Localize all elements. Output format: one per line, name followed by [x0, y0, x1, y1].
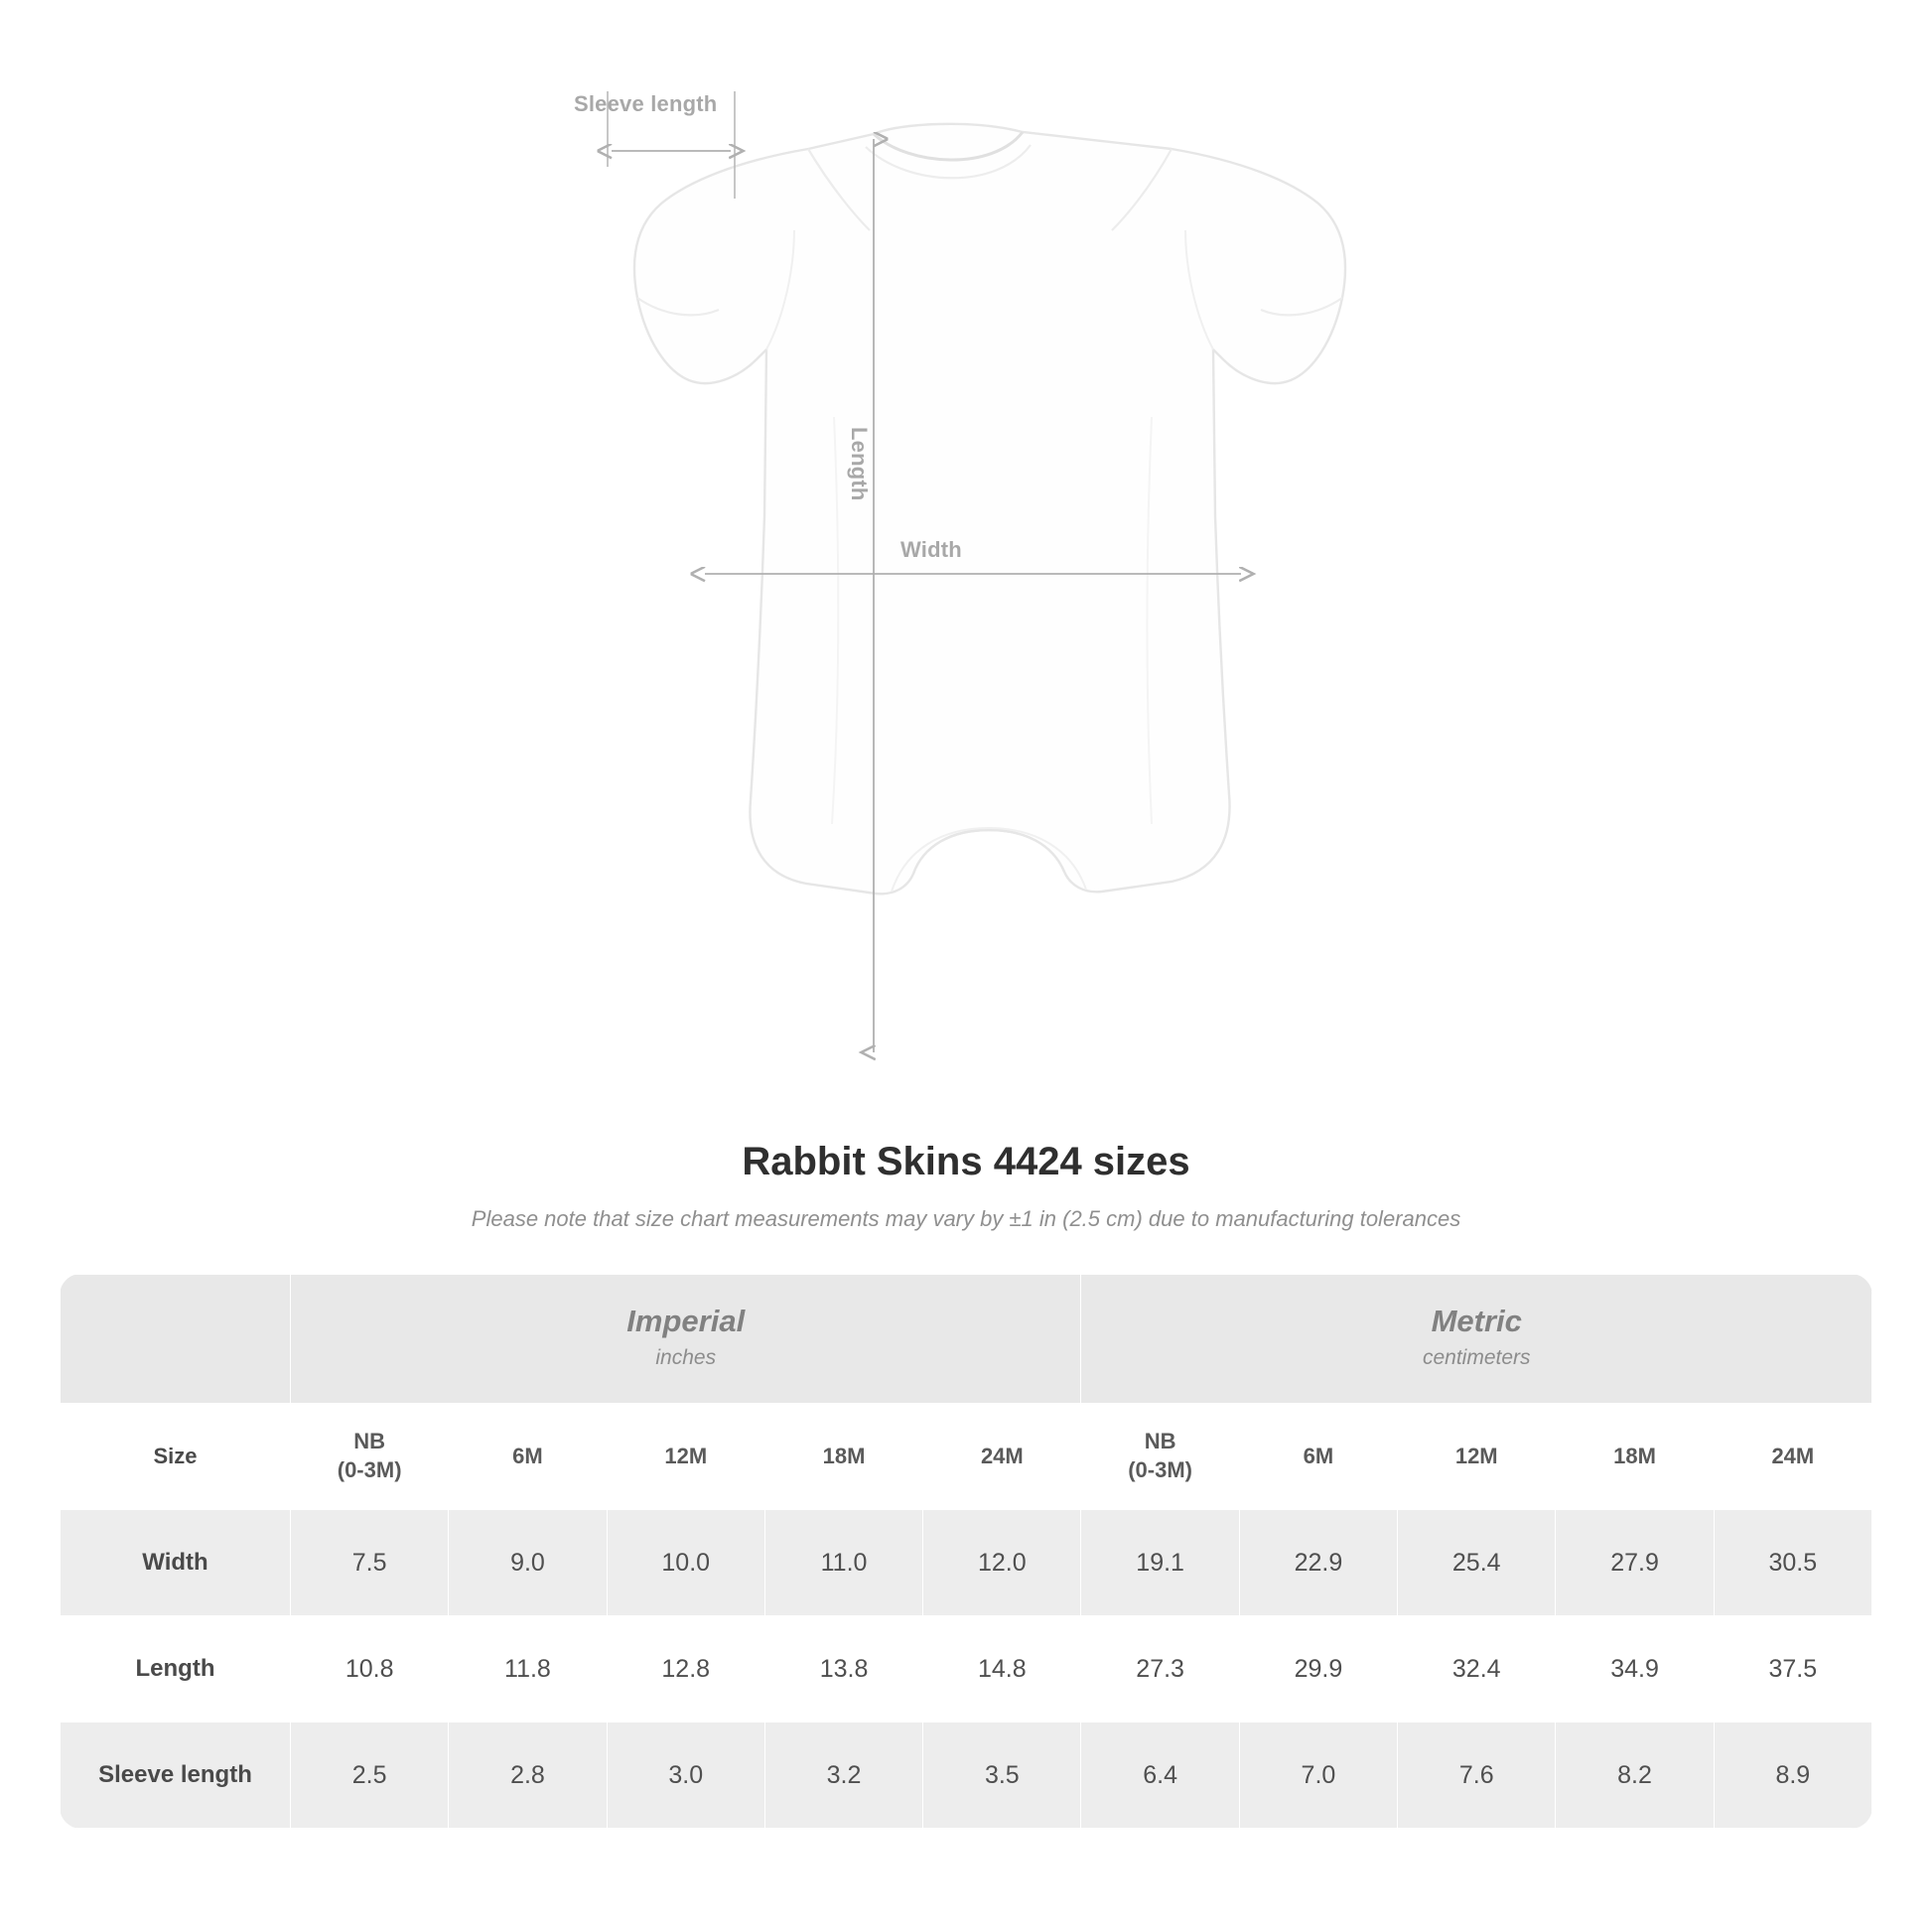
table-cell: 13.8: [764, 1616, 922, 1723]
width-label: Width: [900, 537, 962, 562]
table-cell: 2.8: [449, 1723, 607, 1829]
column-header-line1: NB: [1144, 1429, 1176, 1454]
column-header-cell: [1714, 1404, 1871, 1510]
size-label-cell: Size: [61, 1404, 291, 1510]
column-header-line2: (0-3M): [337, 1457, 402, 1482]
table-cell: 30.5: [1714, 1510, 1871, 1616]
table-cell: 14.8: [923, 1616, 1081, 1723]
table-cell: 12.8: [607, 1616, 764, 1723]
table-cell: 7.6: [1398, 1723, 1556, 1829]
length-label: Length: [847, 427, 872, 501]
table-cell: 12.0: [923, 1510, 1081, 1616]
size-header-row: [61, 1404, 1872, 1510]
table-cell: 11.0: [764, 1510, 922, 1616]
column-header-line1: 6M: [512, 1443, 543, 1468]
table-cell: 27.3: [1081, 1616, 1239, 1723]
page-title: Rabbit Skins 4424 sizes: [742, 1140, 1190, 1183]
table-row: [61, 1616, 1872, 1723]
table-cell: 37.5: [1714, 1616, 1871, 1723]
table-row: [61, 1723, 1872, 1829]
table-cell: 10.8: [291, 1616, 449, 1723]
table-corner: [61, 1275, 291, 1404]
table-cell: 19.1: [1081, 1510, 1239, 1616]
column-header-cell: [1556, 1404, 1714, 1510]
column-header-cell: [1239, 1404, 1397, 1510]
column-header-cell: [764, 1404, 922, 1510]
unit-group-imperial: [291, 1275, 1081, 1404]
table-cell: 3.5: [923, 1723, 1081, 1829]
table-cell: 3.2: [764, 1723, 922, 1829]
table-cell: 25.4: [1398, 1510, 1556, 1616]
column-header-cell: [923, 1404, 1081, 1510]
unit-sub-imperial: inches: [655, 1346, 717, 1370]
unit-sub-metric: centimeters: [1422, 1346, 1531, 1370]
title-block: [0, 1140, 1932, 1232]
table-cell: 9.0: [449, 1510, 607, 1616]
column-header-line1: 12M: [1454, 1443, 1498, 1468]
column-header-cell: [1398, 1404, 1556, 1510]
table-cell: 11.8: [449, 1616, 607, 1723]
column-header-cell: [1081, 1404, 1239, 1510]
table-cell: 7.0: [1239, 1723, 1397, 1829]
table-cell: 6.4: [1081, 1723, 1239, 1829]
column-header-line1: 18M: [1613, 1443, 1656, 1468]
table-cell: 29.9: [1239, 1616, 1397, 1723]
column-header-cell: [607, 1404, 764, 1510]
table-row: [61, 1510, 1872, 1616]
table-cell: 7.5: [291, 1510, 449, 1616]
table-cell: 8.2: [1556, 1723, 1714, 1829]
unit-header-row: [61, 1275, 1872, 1404]
table-cell: 2.5: [291, 1723, 449, 1829]
table-cell: 8.9: [1714, 1723, 1871, 1829]
sleeve-length-label: Sleeve length: [574, 91, 718, 116]
table-cell: 22.9: [1239, 1510, 1397, 1616]
table-cell: 32.4: [1398, 1616, 1556, 1723]
row-label: Length: [61, 1616, 291, 1723]
column-header-cell: [291, 1404, 449, 1510]
column-header-line1: 24M: [980, 1443, 1024, 1468]
column-header-line1: 6M: [1303, 1443, 1334, 1468]
bodysuit-shape: [634, 124, 1345, 894]
table-cell: 34.9: [1556, 1616, 1714, 1723]
column-header-line2: (0-3M): [1128, 1457, 1193, 1482]
size-table-wrapper: [60, 1274, 1872, 1829]
table-cell: 3.0: [607, 1723, 764, 1829]
table-cell: 10.0: [607, 1510, 764, 1616]
unit-group-metric: [1081, 1275, 1872, 1404]
row-label: Width: [61, 1510, 291, 1616]
tolerance-note: Please note that size chart measurements may vary by ±1 in (2.5 cm) due to manufacturing tolerances: [471, 1206, 1461, 1231]
size-table: [60, 1274, 1872, 1829]
table-cell: 27.9: [1556, 1510, 1714, 1616]
column-header-line1: 18M: [822, 1443, 866, 1468]
unit-name-imperial: Imperial: [626, 1304, 746, 1339]
column-header-cell: [449, 1404, 607, 1510]
column-header-line1: NB: [353, 1429, 386, 1454]
column-header-line1: 24M: [1771, 1443, 1815, 1468]
row-label: Sleeve length: [61, 1723, 291, 1829]
unit-name-metric: Metric: [1431, 1304, 1522, 1339]
column-header-line1: 12M: [664, 1443, 708, 1468]
